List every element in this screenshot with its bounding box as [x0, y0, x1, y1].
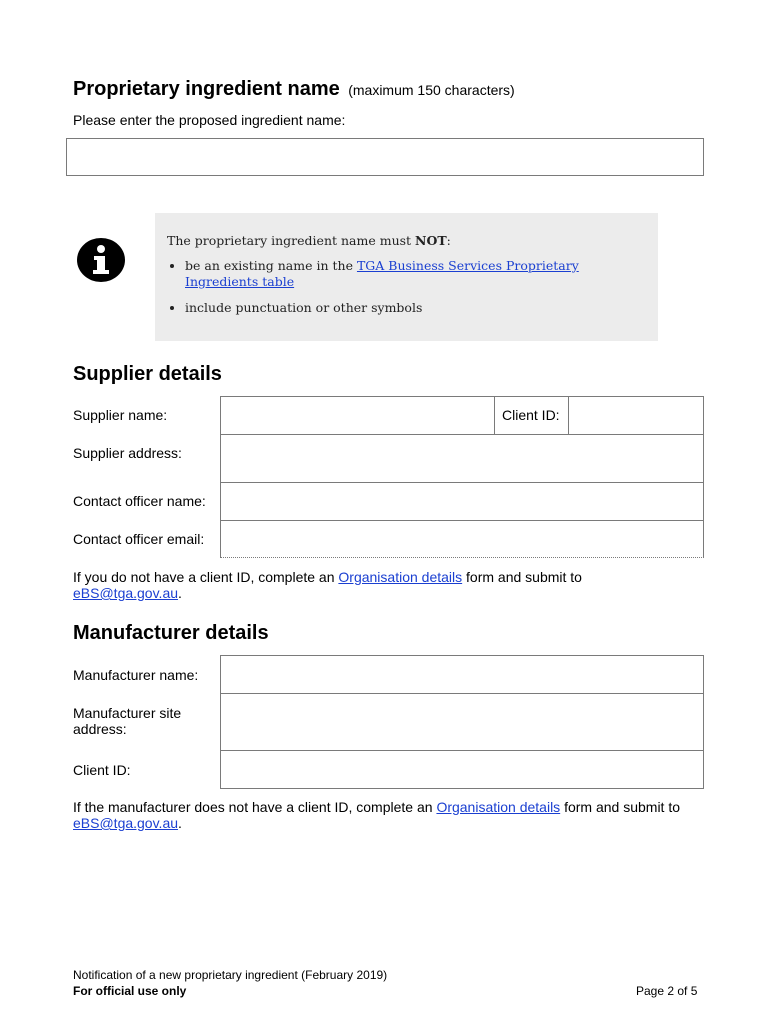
- manufacturer-note-end: .: [178, 815, 182, 831]
- notice-intro-end: :: [446, 233, 451, 248]
- notice-intro: [167, 233, 644, 248]
- supplier-note-end: .: [178, 585, 182, 601]
- supplier-note-text: If you do not have a client ID, complete an: [73, 569, 339, 585]
- notice-intro-text: The proprietary ingredient name must: [167, 233, 416, 248]
- ingredient-heading-title: Proprietary ingredient name: [73, 78, 340, 100]
- supplier-address-input[interactable]: [220, 434, 704, 483]
- notice-list: [167, 258, 644, 316]
- contact-officer-email-label: Contact officer email:: [73, 531, 205, 547]
- ingredient-prompt: Please enter the proposed ingredient name:: [73, 112, 346, 128]
- supplier-name-label: Supplier name:: [73, 407, 168, 423]
- supplier-name-input[interactable]: [220, 396, 495, 435]
- proprietary-ingredients-table-link[interactable]: TGA Business Services Proprietary Ingredients table: [185, 258, 579, 289]
- supplier-note-mid: form and submit to: [462, 569, 582, 585]
- info-icon: [76, 237, 126, 283]
- supplier-client-id-label-cell: [494, 396, 569, 435]
- supplier-client-id-input[interactable]: [568, 396, 704, 435]
- manufacturer-name-input[interactable]: [220, 655, 704, 694]
- manufacturer-site-label-line1: Manufacturer site: [73, 705, 182, 721]
- footer-page-number: Page 2 of 5: [636, 984, 698, 998]
- contact-officer-name-label: Contact officer name:: [73, 493, 206, 509]
- supplier-client-id-note: [73, 569, 703, 601]
- manufacturer-client-id-note: [73, 799, 703, 831]
- notice-intro-strong: NOT: [415, 233, 447, 248]
- footer-classification: For official use only: [73, 984, 187, 998]
- manufacturer-ebs-email-link[interactable]: eBS@tga.gov.au: [73, 815, 179, 831]
- supplier-client-id-label: Client ID:: [502, 407, 560, 423]
- contact-officer-email-input[interactable]: [220, 520, 704, 558]
- supplier-organisation-details-link[interactable]: Organisation details: [338, 569, 463, 585]
- manufacturer-site-label-line2: address:: [73, 721, 127, 737]
- supplier-address-label: Supplier address:: [73, 445, 182, 461]
- manufacturer-site-label: [73, 705, 181, 737]
- manufacturer-note-text: If the manufacturer does not have a client ID, complete an: [73, 799, 437, 815]
- notice-box: [155, 213, 658, 341]
- supplier-heading: Supplier details: [73, 363, 222, 385]
- notice-bullet-2: • include punctuation or other symbols: [185, 300, 644, 316]
- manufacturer-note-mid: form and submit to: [560, 799, 681, 815]
- manufacturer-heading: Manufacturer details: [73, 622, 269, 644]
- notice-bullet-1-text: be an existing name in the: [185, 258, 357, 273]
- notice-bullet-1: [185, 258, 644, 290]
- manufacturer-name-label: Manufacturer name:: [73, 667, 199, 683]
- ingredient-heading-note: (maximum 150 characters): [348, 82, 515, 98]
- ingredient-name-input[interactable]: [66, 138, 704, 176]
- footer-document-title: Notification of a new proprietary ingredient (February 2019): [73, 968, 388, 982]
- contact-officer-name-input[interactable]: [220, 482, 704, 521]
- manufacturer-client-id-input[interactable]: [220, 750, 704, 789]
- manufacturer-client-id-label: Client ID:: [73, 762, 131, 778]
- supplier-ebs-email-link[interactable]: eBS@tga.gov.au: [73, 585, 179, 601]
- manufacturer-site-address-input[interactable]: [220, 693, 704, 751]
- ingredient-heading: [73, 78, 515, 101]
- manufacturer-organisation-details-link[interactable]: Organisation details: [436, 799, 561, 815]
